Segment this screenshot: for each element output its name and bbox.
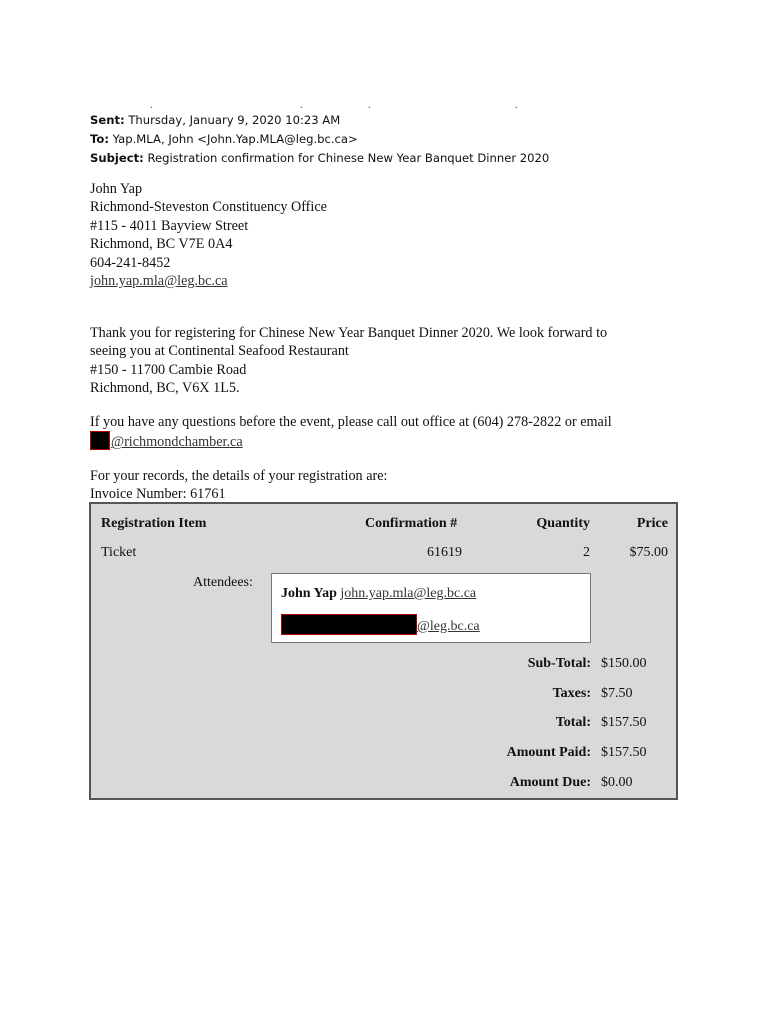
message-line-4: Richmond, BC, V6X 1L5.	[90, 380, 240, 397]
row-price: $75.00	[629, 545, 668, 560]
address-block	[90, 180, 327, 290]
records-block	[90, 467, 387, 504]
address-name: John Yap	[90, 181, 143, 197]
attendees-list	[271, 573, 591, 643]
attendee-name: John Yap	[281, 586, 337, 601]
taxes-label: Taxes:	[552, 686, 591, 701]
to-line	[90, 130, 549, 149]
taxes-value: $7.50	[601, 686, 633, 701]
email-header	[90, 111, 549, 168]
attendee-row	[281, 586, 476, 602]
questions-block	[90, 413, 612, 452]
sent-value: Thursday, January 9, 2020 10:23 AM	[128, 113, 341, 127]
row-quantity: 2	[583, 545, 590, 560]
address-office: Richmond-Steveston Constituency Office	[90, 199, 327, 216]
amount-paid-value: $157.50	[601, 745, 647, 760]
message-line-2: seeing you at Continental Seafood Restaurant	[90, 343, 349, 360]
address-phone: 604-241-8452	[90, 254, 171, 271]
attendee-email-link[interactable]: @leg.bc.ca	[417, 619, 480, 634]
scan-mark: .	[368, 100, 371, 111]
attendee-row	[281, 614, 480, 635]
redaction-box	[281, 614, 417, 635]
header-confirmation: Confirmation #	[365, 516, 458, 531]
subtotal-value: $150.00	[601, 656, 647, 671]
total-label: Total:	[555, 715, 591, 730]
scan-mark: .	[300, 100, 303, 111]
contact-email-link[interactable]: @richmondchamber.ca	[111, 434, 243, 451]
questions-text: If you have any questions before the event, please call out office at (604) 278-2822 or email	[90, 414, 612, 430]
scan-mark: .	[150, 100, 153, 111]
message-line-3: #150 - 11700 Cambie Road	[90, 361, 247, 378]
sent-label: Sent:	[90, 113, 125, 127]
sent-line	[90, 111, 549, 130]
address-street: #115 - 4011 Bayview Street	[90, 217, 249, 234]
to-label: To:	[90, 132, 109, 146]
subject-label: Subject:	[90, 151, 144, 165]
message-block	[90, 324, 607, 398]
to-value: Yap.MLA, John <John.Yap.MLA@leg.bc.ca>	[112, 132, 358, 146]
amount-paid-label: Amount Paid:	[506, 745, 591, 760]
row-confirmation: 61619	[427, 545, 462, 560]
attendee-email-link[interactable]: john.yap.mla@leg.bc.ca	[340, 586, 477, 601]
invoice-number: Invoice Number: 61761	[90, 486, 226, 503]
redaction-box	[90, 431, 110, 450]
subject-line	[90, 149, 549, 168]
scan-mark: .	[515, 100, 518, 111]
invoice-table	[89, 502, 678, 800]
subtotal-label: Sub-Total:	[527, 656, 591, 671]
header-price: Price	[636, 516, 668, 531]
subject-value: Registration confirmation for Chinese New Year Banquet Dinner 2020	[147, 151, 550, 165]
message-line-1: Thank you for registering for Chinese New Year Banquet Dinner 2020. We look forward to	[90, 325, 608, 341]
header-registration-item: Registration Item	[101, 516, 207, 531]
address-email-link[interactable]: john.yap.mla@leg.bc.ca	[90, 273, 228, 290]
address-city: Richmond, BC V7E 0A4	[90, 236, 233, 253]
total-value: $157.50	[601, 715, 647, 730]
records-text: For your records, the details of your registration are:	[90, 468, 388, 484]
row-item: Ticket	[101, 545, 137, 560]
amount-due-value: $0.00	[601, 775, 633, 790]
attendees-label: Attendees:	[193, 575, 253, 590]
header-quantity: Quantity	[536, 516, 590, 531]
amount-due-label: Amount Due:	[509, 775, 591, 790]
